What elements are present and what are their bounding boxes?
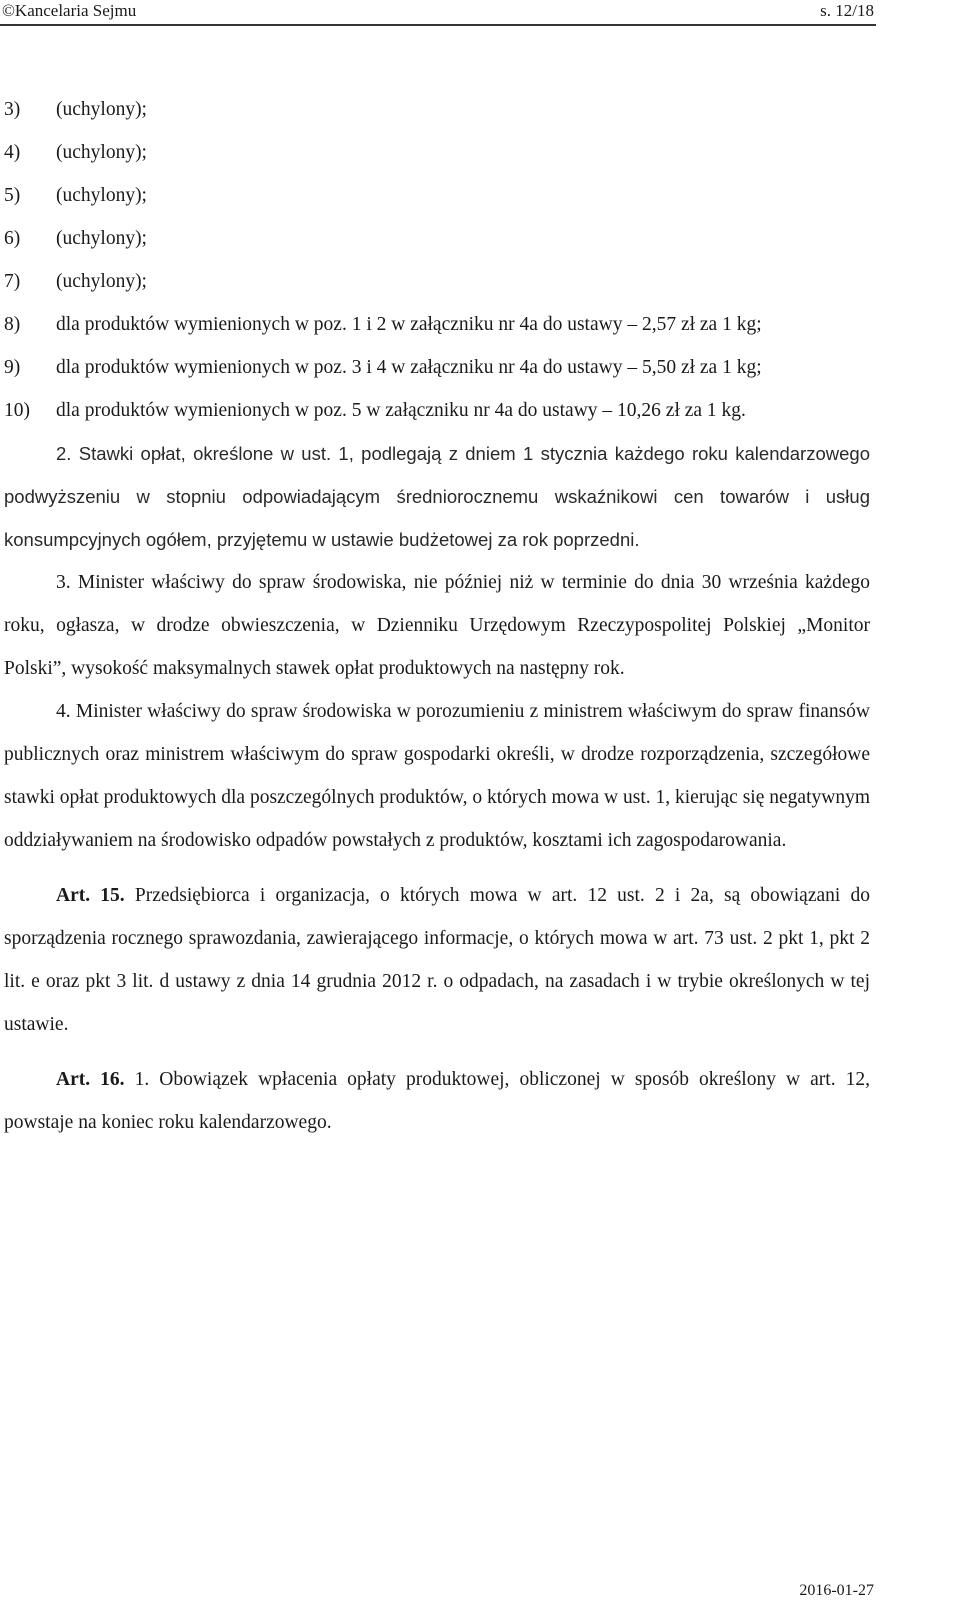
article-15 [4, 874, 870, 1046]
paragraph-2: 2. Stawki opłat, określone w ust. 1, podlegają z dniem 1 stycznia każdego roku kalendarzowego podwyższeniu w stopniu odpowiadającym średniorocznemu wskaźnikowi cen towarów i usług konsumpcyjnych ogółem, przyjętemu w ustawie budżetowej za rok poprzedni. [4, 443, 870, 550]
list-item-number: 9) [4, 357, 21, 378]
spacer [4, 1046, 870, 1058]
list-item-number: 3) [4, 99, 21, 120]
spacer [4, 862, 870, 874]
article-16-label: Art. 16. [56, 1069, 125, 1090]
list-item [4, 260, 870, 303]
paragraph-4: 4. Minister właściwy do spraw środowiska w porozumieniu z ministrem właściwym do spraw finansów publicznych oraz ministrem właściwym do spraw gospodarki określi, w drodze rozporządzenia, szczegółowe stawki opłat produktowych dla poszczególnych produktów, o których mowa w ust. 1, kierując się negatywnym oddziaływaniem na środowisko odpadów powstałych z produktów, kosztami ich zagospodarowania. [4, 701, 870, 851]
article-15-label: Art. 15. [56, 885, 125, 906]
list-item [4, 174, 870, 217]
list-item-number: 5) [4, 185, 21, 206]
copyright-label: ©Kancelaria Sejmu [2, 1, 137, 20]
article-16 [4, 1058, 870, 1144]
page-number: s. 12/18 [820, 1, 874, 20]
list-item [4, 346, 870, 389]
list-item-text: dla produktów wymienionych w poz. 3 i 4 w załączniku nr 4a do ustawy – 5,50 zł za 1 kg; [56, 357, 762, 378]
document-body [4, 88, 870, 1144]
list-item-number: 4) [4, 142, 21, 163]
list-item [4, 88, 870, 131]
list-item-number: 8) [4, 314, 21, 335]
footer-date: 2016-01-27 [799, 1582, 874, 1599]
list-item [4, 303, 870, 346]
list-item-number: 7) [4, 271, 21, 292]
list-item-text: (uchylony); [56, 228, 147, 249]
list-item-number: 10) [4, 400, 30, 421]
article-16-text: 1. Obowiązek wpłacenia opłaty produktowej, obliczonej w sposób określony w art. 12, powstaje na koniec roku kalendarzowego. [4, 1069, 870, 1133]
article-15-text: Przedsiębiorca i organizacja, o których mowa w art. 12 ust. 2 i 2a, są obowiązani do sporządzenia rocznego sprawozdania, zawierającego informacje, o których mowa w art. 73 ust. 2 pkt 1, pkt 2 lit. e oraz pkt 3 lit. d ustawy z dnia 14 grudnia 2012 r. o odpadach, na zasadach i w trybie określonych w tej ustawie. [4, 885, 870, 1035]
page-header [0, 0, 960, 24]
list-item-text: (uchylony); [56, 142, 147, 163]
list-item-text: (uchylony); [56, 99, 147, 120]
list-item-text: dla produktów wymienionych w poz. 1 i 2 w załączniku nr 4a do ustawy – 2,57 zł za 1 kg; [56, 314, 762, 335]
list-item-text: (uchylony); [56, 271, 147, 292]
list-item-text: dla produktów wymienionych w poz. 5 w załączniku nr 4a do ustawy – 10,26 zł za 1 kg. [56, 400, 746, 421]
list-item-text: (uchylony); [56, 185, 147, 206]
paragraph-3: 3. Minister właściwy do spraw środowiska, nie później niż w terminie do dnia 30 września każdego roku, ogłasza, w drodze obwieszczenia, w Dzienniku Urzędowym Rzeczypospolitej Polskiej „Monitor Polski”, wysokość maksymalnych stawek opłat produktowych na następny rok. [4, 572, 870, 679]
list-item [4, 389, 870, 432]
list-item-number: 6) [4, 228, 21, 249]
list-item [4, 217, 870, 260]
list-item [4, 131, 870, 174]
header-divider [0, 24, 876, 26]
